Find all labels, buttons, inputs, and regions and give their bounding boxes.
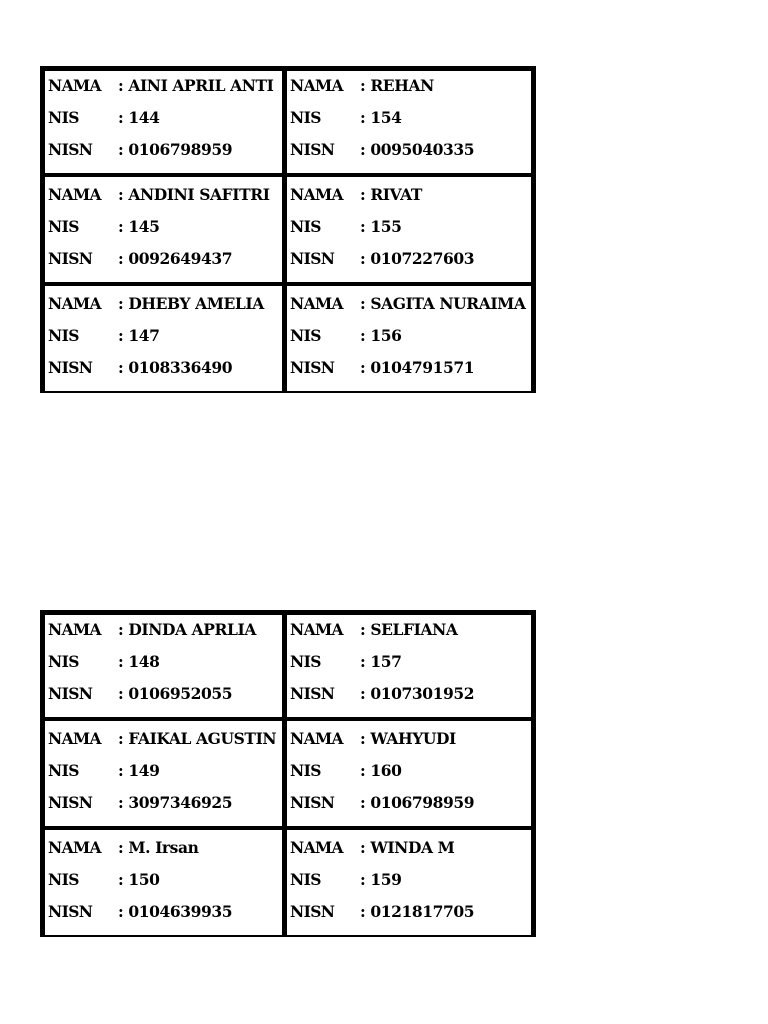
nisn-label: NISN [48, 684, 93, 703]
nisn-value: : 0107227603 [360, 249, 475, 268]
nama-label: NAMA [48, 620, 101, 639]
nama-row [290, 838, 454, 858]
nama-label: NAMA [290, 294, 343, 313]
nama-value: : REHAN [360, 76, 434, 95]
nama-value: : DHEBY AMELIA [118, 294, 264, 313]
student-card [40, 175, 285, 284]
nama-row [290, 294, 526, 314]
nama-row [290, 620, 458, 640]
nama-label: NAMA [48, 294, 101, 313]
nisn-label: NISN [48, 249, 93, 268]
nama-value: : WINDA M [360, 838, 455, 857]
student-card [40, 66, 285, 175]
nisn-value: : 3097346925 [118, 793, 233, 812]
nis-row [48, 870, 159, 890]
nis-row [48, 108, 159, 128]
nama-value: : FAIKAL AGUSTIN [118, 729, 277, 748]
nisn-value: : 0104639935 [118, 902, 233, 921]
nis-row [48, 217, 159, 237]
nama-value: : SELFIANA [360, 620, 458, 639]
nisn-label: NISN [290, 140, 335, 159]
label-sheet-top [40, 66, 536, 393]
student-card [285, 828, 536, 937]
nisn-label: NISN [290, 358, 335, 377]
nisn-row [290, 140, 474, 160]
nisn-value: : 0104791571 [360, 358, 475, 377]
nama-row [48, 185, 270, 205]
student-card [40, 610, 285, 719]
nisn-label: NISN [48, 358, 93, 377]
nisn-row [290, 684, 474, 704]
nis-value: : 157 [360, 652, 402, 671]
nis-value: : 155 [360, 217, 402, 236]
nis-label: NIS [48, 761, 79, 780]
student-card [285, 284, 536, 393]
nis-label: NIS [290, 870, 321, 889]
nisn-value: : 0106952055 [118, 684, 233, 703]
nisn-row [48, 249, 232, 269]
nama-value: : M. Irsan [118, 838, 199, 857]
nis-label: NIS [290, 326, 321, 345]
student-card [285, 175, 536, 284]
nama-row [48, 729, 276, 749]
nisn-label: NISN [48, 902, 93, 921]
student-card [285, 66, 536, 175]
nisn-value: : 0106798959 [360, 793, 475, 812]
label-sheet-bottom [40, 610, 536, 937]
nisn-row [48, 140, 232, 160]
nis-value: : 149 [118, 761, 160, 780]
nama-row [48, 838, 199, 858]
nama-label: NAMA [48, 185, 101, 204]
nis-value: : 145 [118, 217, 160, 236]
nisn-row [48, 684, 232, 704]
nis-value: : 147 [118, 326, 160, 345]
nisn-row [290, 358, 474, 378]
nama-row [48, 620, 256, 640]
nis-row [290, 652, 401, 672]
nis-value: : 159 [360, 870, 402, 889]
nama-row [48, 294, 264, 314]
nama-label: NAMA [290, 729, 343, 748]
nisn-row [48, 902, 232, 922]
nis-label: NIS [48, 326, 79, 345]
nisn-value: : 0095040335 [360, 140, 475, 159]
nis-value: : 154 [360, 108, 402, 127]
nis-label: NIS [290, 217, 321, 236]
nis-label: NIS [48, 217, 79, 236]
nisn-label: NISN [48, 793, 93, 812]
nama-value: : ANDINI SAFITRI [118, 185, 270, 204]
nis-row [290, 217, 401, 237]
nis-value: : 156 [360, 326, 402, 345]
nis-value: : 148 [118, 652, 160, 671]
nama-value: : RIVAT [360, 185, 422, 204]
nisn-value: : 0092649437 [118, 249, 233, 268]
nisn-value: : 0106798959 [118, 140, 233, 159]
nama-value: : WAHYUDI [360, 729, 456, 748]
nama-label: NAMA [290, 185, 343, 204]
nisn-row [48, 793, 232, 813]
nisn-value: : 0108336490 [118, 358, 233, 377]
student-card [285, 610, 536, 719]
nama-row [290, 185, 422, 205]
nis-label: NIS [290, 761, 321, 780]
nama-label: NAMA [48, 729, 101, 748]
nama-label: NAMA [290, 76, 343, 95]
nis-label: NIS [48, 108, 79, 127]
nisn-label: NISN [290, 902, 335, 921]
nama-label: NAMA [290, 838, 343, 857]
nis-row [290, 108, 401, 128]
nisn-row [290, 249, 474, 269]
nis-label: NIS [48, 870, 79, 889]
nis-row [290, 761, 401, 781]
nama-row [48, 76, 274, 96]
nisn-value: : 0121817705 [360, 902, 475, 921]
nama-label: NAMA [48, 838, 101, 857]
nisn-label: NISN [290, 249, 335, 268]
nisn-label: NISN [290, 793, 335, 812]
student-card [285, 719, 536, 828]
nis-label: NIS [48, 652, 79, 671]
nis-value: : 144 [118, 108, 160, 127]
nis-row [48, 652, 159, 672]
nis-value: : 160 [360, 761, 402, 780]
nis-row [48, 326, 159, 346]
nama-value: : SAGITA NURAIMA [360, 294, 526, 313]
nis-label: NIS [290, 108, 321, 127]
nisn-label: NISN [290, 684, 335, 703]
nama-row [290, 729, 456, 749]
nis-row [48, 761, 159, 781]
nama-row [290, 76, 434, 96]
nama-value: : DINDA APRLIA [118, 620, 256, 639]
student-card [40, 284, 285, 393]
nis-value: : 150 [118, 870, 160, 889]
student-card [40, 828, 285, 937]
nama-label: NAMA [48, 76, 101, 95]
nis-label: NIS [290, 652, 321, 671]
nis-row [290, 326, 401, 346]
nis-row [290, 870, 401, 890]
nama-value: : AINI APRIL ANTI [118, 76, 274, 95]
nisn-value: : 0107301952 [360, 684, 475, 703]
nama-label: NAMA [290, 620, 343, 639]
nisn-label: NISN [48, 140, 93, 159]
nisn-row [290, 902, 474, 922]
nisn-row [290, 793, 474, 813]
student-card [40, 719, 285, 828]
nisn-row [48, 358, 232, 378]
